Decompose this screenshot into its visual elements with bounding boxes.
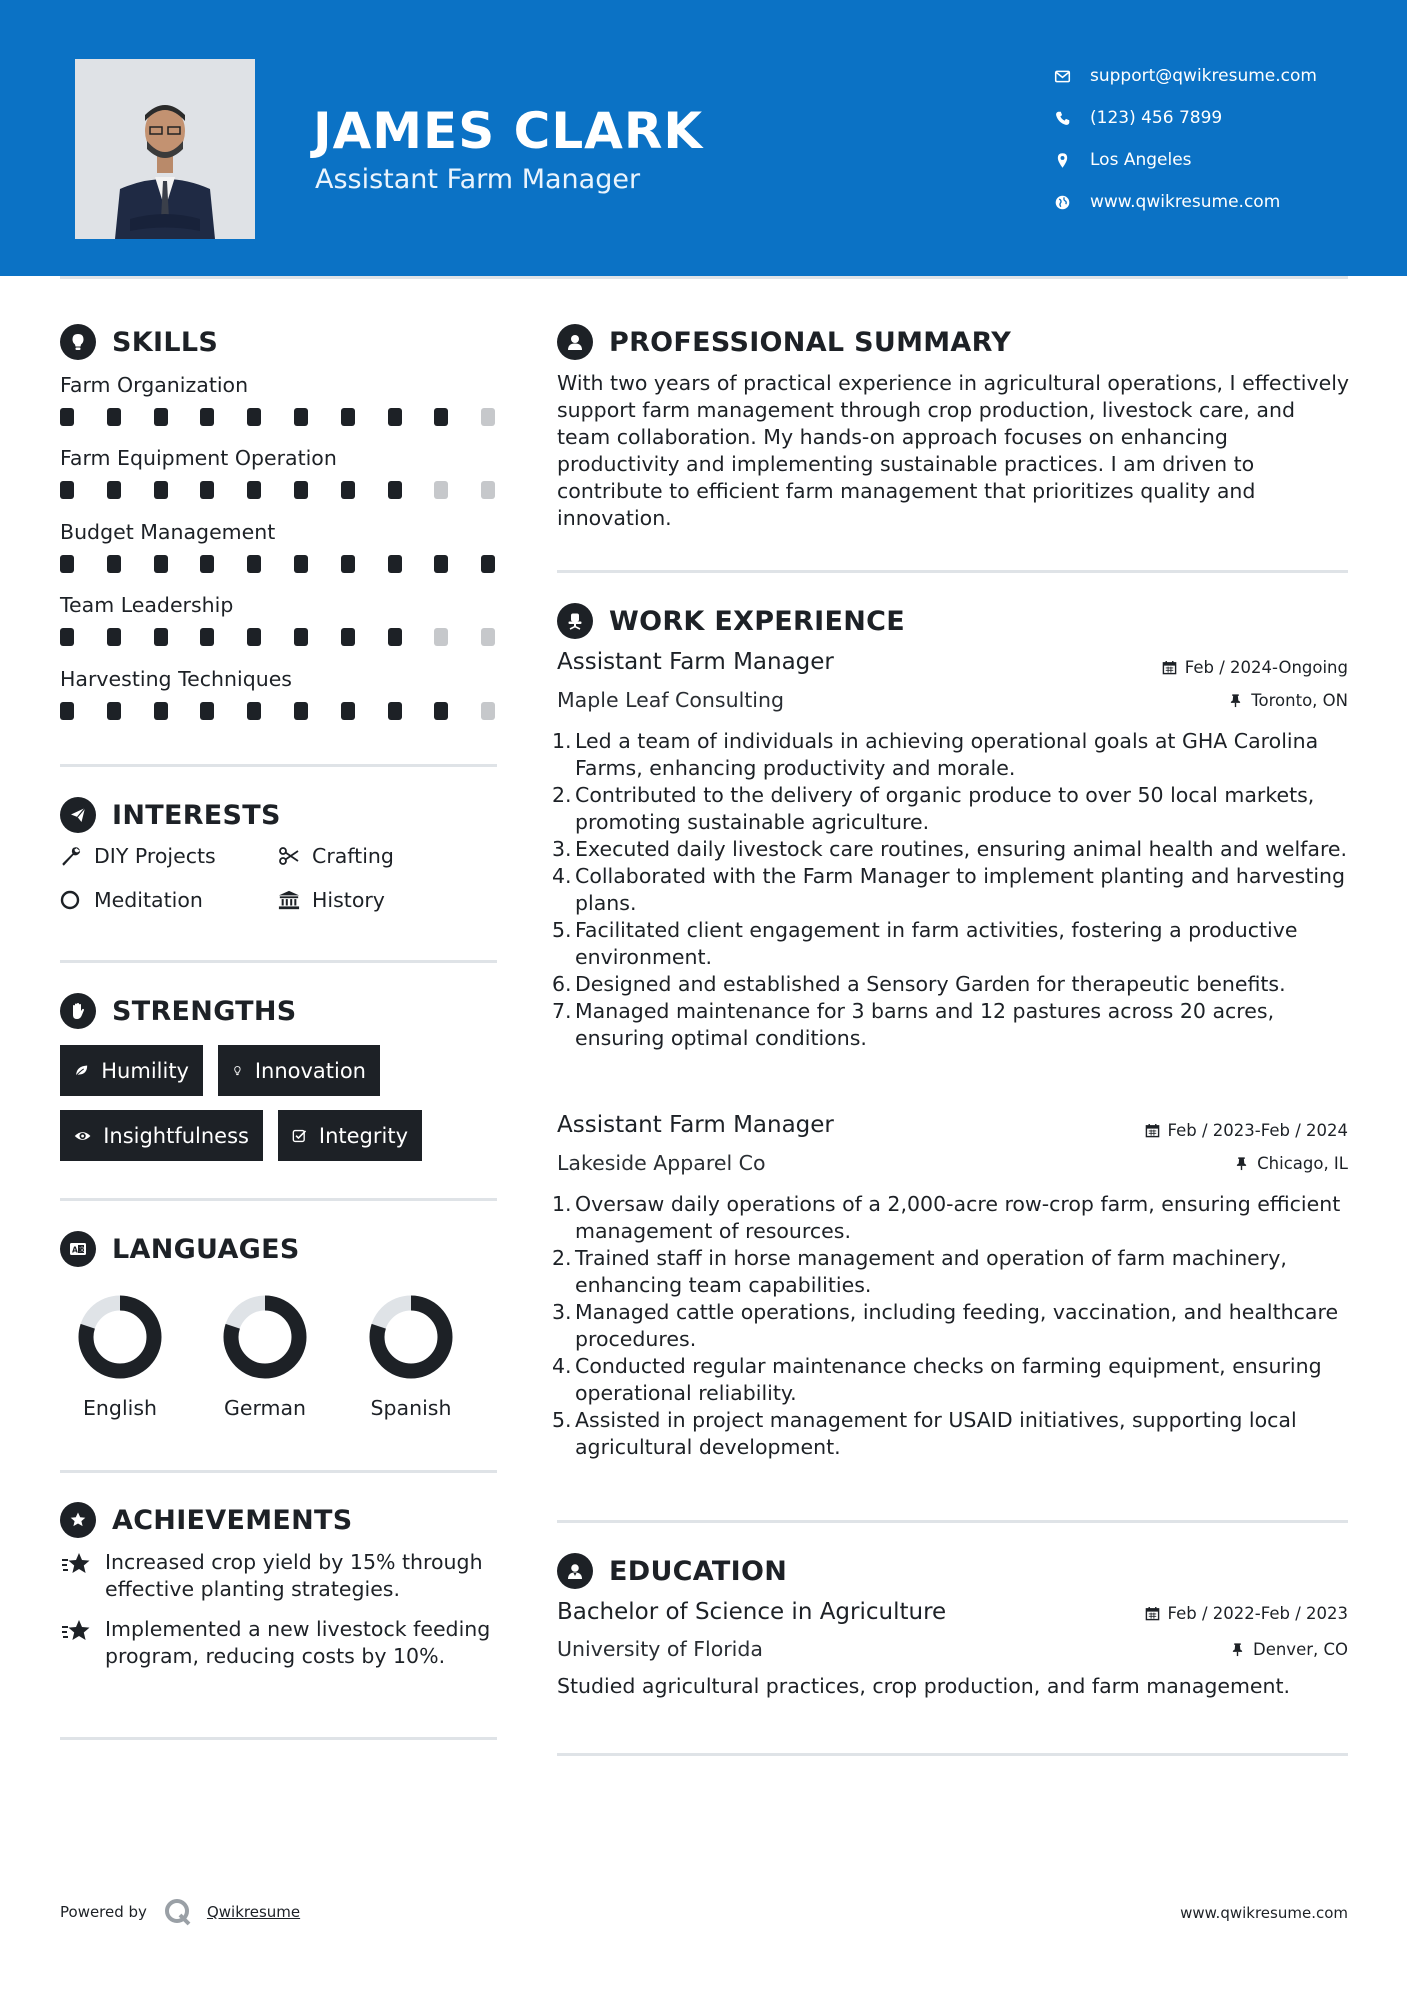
wrench-icon: [60, 845, 94, 867]
education-degree: Bachelor of Science in Agriculture: [557, 1599, 947, 1625]
achievement-item: [60, 1616, 500, 1670]
skill-dot-filled: [294, 555, 308, 573]
candidate-name: JAMES CLARK: [313, 102, 704, 160]
job-dates-text: Feb / 2024-Ongoing: [1184, 658, 1348, 677]
skill-dot-filled: [247, 408, 261, 426]
paper-plane-icon: [60, 797, 96, 833]
education-heading-text: EDUCATION: [609, 1555, 788, 1587]
graduate-icon: [557, 1553, 593, 1589]
skill-dot-filled: [107, 481, 121, 499]
job-bullet-text: Conducted regular maintenance checks on farming equipment, ensuring operational reliability.: [575, 1354, 1322, 1405]
interest-label: Crafting: [312, 844, 394, 868]
section-divider: [557, 1753, 1348, 1756]
star-trophy-icon: [60, 1549, 105, 1603]
job-bullet: [552, 1245, 1352, 1299]
achievement-item: [60, 1549, 500, 1603]
skill-dot-filled: [107, 555, 121, 573]
office-chair-icon: [557, 603, 593, 639]
job-bullet-text: Contributed to the delivery of organic produce to over 50 local markets, promoting sustainable agriculture.: [575, 783, 1315, 834]
hand-icon: [60, 993, 96, 1029]
job-bullet: [552, 1299, 1352, 1353]
skill-name: Farm Equipment Operation: [60, 446, 337, 471]
bullet-number: 4.: [552, 864, 572, 888]
language-gauge: [222, 1294, 308, 1380]
education-description: Studied agricultural practices, crop production, and farm management.: [557, 1674, 1291, 1698]
interests-heading-text: INTERESTS: [112, 799, 281, 831]
language-item: [47, 1294, 193, 1420]
job-location: [1228, 691, 1348, 710]
job-bullet: [552, 836, 1352, 863]
skill-dot-filled: [200, 702, 214, 720]
experience-heading: [557, 603, 905, 639]
interest-label: DIY Projects: [94, 844, 216, 868]
bullet-number: 6.: [552, 972, 572, 996]
strength-label: Humility: [101, 1058, 189, 1083]
skill-dot-filled: [341, 628, 355, 646]
envelope-icon: [1054, 68, 1090, 85]
skill-dot-filled: [200, 555, 214, 573]
calendar-icon: [1145, 1606, 1160, 1621]
qwikresume-link[interactable]: Qwikresume: [206, 1903, 301, 1921]
achievements-heading: [60, 1502, 353, 1538]
languages-heading-text: LANGUAGES: [112, 1233, 300, 1265]
job-bullet-text: Collaborated with the Farm Manager to implement planting and harvesting plans.: [575, 864, 1346, 915]
skill-dot-filled: [60, 702, 74, 720]
education-dates-text: Feb / 2022-Feb / 2023: [1167, 1604, 1348, 1623]
job-bullet: [552, 971, 1352, 998]
job-bullet-list: [552, 1191, 1352, 1461]
skill-dot-filled: [388, 408, 402, 426]
check-square-icon: [292, 1125, 307, 1147]
pushpin-icon: [1234, 1156, 1249, 1171]
education-school: University of Florida: [557, 1637, 763, 1661]
job-bullet-list: [552, 728, 1352, 1052]
phone-icon: [1054, 110, 1090, 127]
eye-icon: [74, 1125, 91, 1147]
bullet-number: 2.: [552, 1246, 572, 1270]
language-item: [192, 1294, 338, 1420]
skills-heading: [60, 324, 218, 360]
circle-icon: [60, 889, 94, 911]
job-bullet-text: Managed maintenance for 3 barns and 12 pastures across 20 acres, ensuring optimal conditions.: [575, 999, 1275, 1050]
skill-dot-filled: [154, 702, 168, 720]
interest-item: [60, 888, 203, 912]
skill-dot-filled: [294, 702, 308, 720]
svg-text:A: A: [72, 1245, 78, 1255]
job-bullet: [552, 728, 1352, 782]
bullet-number: 1.: [552, 1192, 572, 1216]
section-divider: [60, 960, 497, 963]
bullet-number: 7.: [552, 999, 572, 1023]
skill-item: [60, 370, 500, 443]
bullet-number: 1.: [552, 729, 572, 753]
skills-heading-text: SKILLS: [112, 326, 219, 358]
skill-dot-filled: [388, 628, 402, 646]
job-bullet-text: Executed daily livestock care routines, ensuring animal health and welfare.: [575, 837, 1348, 861]
contact-location-text: Los Angeles: [1090, 150, 1192, 170]
skill-dot-filled: [481, 555, 495, 573]
language-icon: [60, 1231, 96, 1267]
job-location: [1234, 1154, 1348, 1173]
candidate-title: Assistant Farm Manager: [315, 164, 641, 195]
skill-dot-filled: [200, 481, 214, 499]
contact-location: [1054, 139, 1374, 181]
education-dates: [1145, 1604, 1348, 1623]
summary-text: With two years of practical experience in agricultural operations, I effectively support farm management through crop production, livestock care, and team collaboration. My hands-on approach focuses on enhancing productivity and implementing sustainable practices. I am driven to contribute to efficient farm management that prioritizes quality and innovation.: [557, 371, 1350, 530]
job-dates-text: Feb / 2023-Feb / 2024: [1167, 1121, 1348, 1140]
skill-dot-filled: [154, 555, 168, 573]
job-bullet-text: Led a team of individuals in achieving operational goals at GHA Carolina Farms, enhancing productivity and morale.: [575, 729, 1319, 780]
contact-phone[interactable]: [1054, 97, 1374, 139]
star-badge-icon: [60, 1502, 96, 1538]
star-trophy-icon: [60, 1616, 105, 1670]
footer-website[interactable]: www.qwikresume.com: [1180, 1904, 1348, 1922]
contact-website-text: www.qwikresume.com: [1090, 192, 1281, 212]
skill-item: [60, 590, 500, 663]
language-gauge: [368, 1294, 454, 1380]
strength-label: Integrity: [318, 1123, 408, 1148]
skill-dot-filled: [434, 408, 448, 426]
skill-dot-filled: [341, 702, 355, 720]
skill-dot-filled: [60, 628, 74, 646]
job-bullet-text: Designed and established a Sensory Garden for therapeutic benefits.: [575, 972, 1286, 996]
skill-rating: [60, 400, 500, 430]
map-marker-icon: [1054, 152, 1090, 169]
profile-photo: [75, 59, 255, 239]
skill-dot-empty: [434, 628, 448, 646]
leaf-icon: [74, 1060, 89, 1082]
bullet-number: 4.: [552, 1354, 572, 1378]
section-divider: [60, 1198, 497, 1201]
strength-label: Innovation: [254, 1058, 366, 1083]
bank-icon: [278, 889, 312, 911]
lightbulb-icon: [232, 1060, 243, 1082]
skill-dot-filled: [341, 555, 355, 573]
job-bullet: [552, 863, 1352, 917]
strengths-heading: [60, 993, 297, 1029]
skill-dot-filled: [388, 481, 402, 499]
interest-item: [278, 888, 385, 912]
job-location-text: Toronto, ON: [1251, 691, 1348, 710]
skill-dot-filled: [60, 481, 74, 499]
skill-dot-filled: [247, 702, 261, 720]
strengths-heading-text: STRENGTHS: [112, 995, 297, 1027]
job-bullet: [552, 998, 1352, 1052]
skill-dot-filled: [107, 408, 121, 426]
section-divider: [557, 1520, 1348, 1523]
contact-website[interactable]: [1054, 181, 1374, 223]
skills-list: [60, 370, 500, 737]
job-company: Lakeside Apparel Co: [557, 1151, 766, 1175]
skill-item: [60, 664, 500, 737]
globe-icon: [1054, 194, 1090, 211]
job-bullet: [552, 1191, 1352, 1245]
skill-dot-filled: [60, 408, 74, 426]
contact-email[interactable]: [1054, 55, 1374, 97]
job-bullet: [552, 917, 1352, 971]
interests-heading: [60, 797, 281, 833]
job-bullet-text: Trained staff in horse management and operation of farm machinery, enhancing team capabilities.: [575, 1246, 1287, 1297]
skill-dot-filled: [434, 702, 448, 720]
skill-dot-filled: [434, 555, 448, 573]
strength-chip: [218, 1045, 380, 1096]
contact-list: [1054, 55, 1374, 223]
skill-dot-filled: [60, 555, 74, 573]
summary-heading-text: PROFESSIONAL SUMMARY: [609, 326, 1012, 358]
skill-dot-empty: [481, 702, 495, 720]
summary-heading: [557, 324, 1011, 360]
job-title: Assistant Farm Manager: [557, 649, 834, 675]
skill-name: Farm Organization: [60, 373, 249, 397]
skill-dot-filled: [294, 408, 308, 426]
skill-dot-filled: [247, 481, 261, 499]
interest-label: History: [312, 888, 385, 912]
skill-dot-filled: [154, 481, 168, 499]
strength-chip: [60, 1045, 203, 1096]
contact-email-text: support@qwikresume.com: [1090, 66, 1317, 86]
skill-item: [60, 443, 500, 516]
education-location-text: Denver, CO: [1252, 1640, 1348, 1659]
strength-chip: [278, 1110, 422, 1161]
skill-dot-filled: [294, 628, 308, 646]
job-bullet-text: Assisted in project management for USAID initiatives, supporting local agricultural development.: [575, 1408, 1297, 1459]
skill-rating: [60, 473, 500, 503]
pushpin-icon: [1228, 693, 1243, 708]
achievement-text: Implemented a new livestock feeding program, reducing costs by 10%.: [105, 1617, 491, 1668]
lightbulb-icon: [60, 324, 96, 360]
strength-label: Insightfulness: [103, 1123, 249, 1148]
job-dates: [1162, 658, 1348, 677]
job-company: Maple Leaf Consulting: [557, 688, 785, 712]
achievements-heading-text: ACHIEVEMENTS: [112, 1504, 353, 1536]
skill-dot-filled: [200, 408, 214, 426]
skill-dot-filled: [154, 408, 168, 426]
skill-rating: [60, 620, 500, 650]
language-item: [338, 1294, 484, 1420]
skill-rating: [60, 694, 500, 724]
powered-by-text: Powered by: [60, 1903, 147, 1921]
skill-dot-filled: [154, 628, 168, 646]
calendar-icon: [1145, 1123, 1160, 1138]
experience-heading-text: WORK EXPERIENCE: [609, 605, 905, 637]
qwikresume-logo-icon: [163, 1897, 193, 1927]
interest-label: Meditation: [94, 888, 203, 912]
bullet-number: 3.: [552, 1300, 572, 1324]
job-location-text: Chicago, IL: [1257, 1154, 1348, 1173]
contact-phone-text: (123) 456 7899: [1090, 108, 1223, 128]
language-gauge: [77, 1294, 163, 1380]
skill-dot-filled: [247, 628, 261, 646]
footer-powered-by: [60, 1897, 300, 1927]
achievement-text: Increased crop yield by 15% through effective planting strategies.: [105, 1550, 483, 1601]
skill-rating: [60, 547, 500, 577]
calendar-icon: [1162, 660, 1177, 675]
skill-dot-filled: [247, 555, 261, 573]
skill-dot-filled: [107, 628, 121, 646]
skill-dot-filled: [341, 481, 355, 499]
skill-dot-filled: [107, 702, 121, 720]
bullet-number: 2.: [552, 783, 572, 807]
interest-item: [278, 844, 394, 868]
section-divider: [60, 764, 497, 767]
languages-heading: [60, 1231, 300, 1267]
job-bullet: [552, 1353, 1352, 1407]
education-location: [1230, 1640, 1348, 1659]
education-heading: [557, 1553, 787, 1589]
scissors-icon: [278, 845, 312, 867]
job-bullet: [552, 1407, 1352, 1461]
job-bullet-text: Managed cattle operations, including feeding, vaccination, and healthcare procedures.: [575, 1300, 1339, 1351]
skill-dot-filled: [388, 555, 402, 573]
strength-chip: [60, 1110, 263, 1161]
job-bullet-text: Facilitated client engagement in farm activities, fostering a productive environment.: [575, 918, 1298, 969]
language-name: German: [223, 1396, 307, 1420]
job-dates: [1145, 1121, 1348, 1140]
skill-item: [60, 517, 500, 590]
pushpin-icon: [1230, 1642, 1245, 1657]
bullet-number: 5.: [552, 1408, 572, 1432]
header-divider: [60, 276, 1348, 279]
interest-item: [60, 844, 216, 868]
bullet-number: 3.: [552, 837, 572, 861]
skill-dot-filled: [200, 628, 214, 646]
language-name: Spanish: [370, 1396, 452, 1420]
skill-dot-filled: [294, 481, 308, 499]
section-divider: [557, 570, 1348, 573]
section-divider: [60, 1737, 497, 1740]
skill-name: Harvesting Techniques: [60, 666, 292, 691]
bullet-number: 5.: [552, 918, 572, 942]
job-title: Assistant Farm Manager: [557, 1112, 834, 1138]
skill-dot-empty: [481, 481, 495, 499]
section-divider: [60, 1470, 497, 1473]
language-name: English: [82, 1396, 158, 1420]
svg-text:文: 文: [79, 1246, 86, 1254]
job-bullet: [552, 782, 1352, 836]
skill-name: Team Leadership: [60, 593, 234, 618]
skill-dot-empty: [434, 481, 448, 499]
skill-dot-empty: [481, 628, 495, 646]
job-bullet-text: Oversaw daily operations of a 2,000-acre row-crop farm, ensuring efficient management of resources.: [575, 1192, 1341, 1243]
user-icon: [557, 324, 593, 360]
header-banner: [0, 0, 1407, 276]
skill-dot-empty: [481, 408, 495, 426]
skill-name: Budget Management: [60, 519, 276, 544]
skill-dot-filled: [388, 702, 402, 720]
skill-dot-filled: [341, 408, 355, 426]
